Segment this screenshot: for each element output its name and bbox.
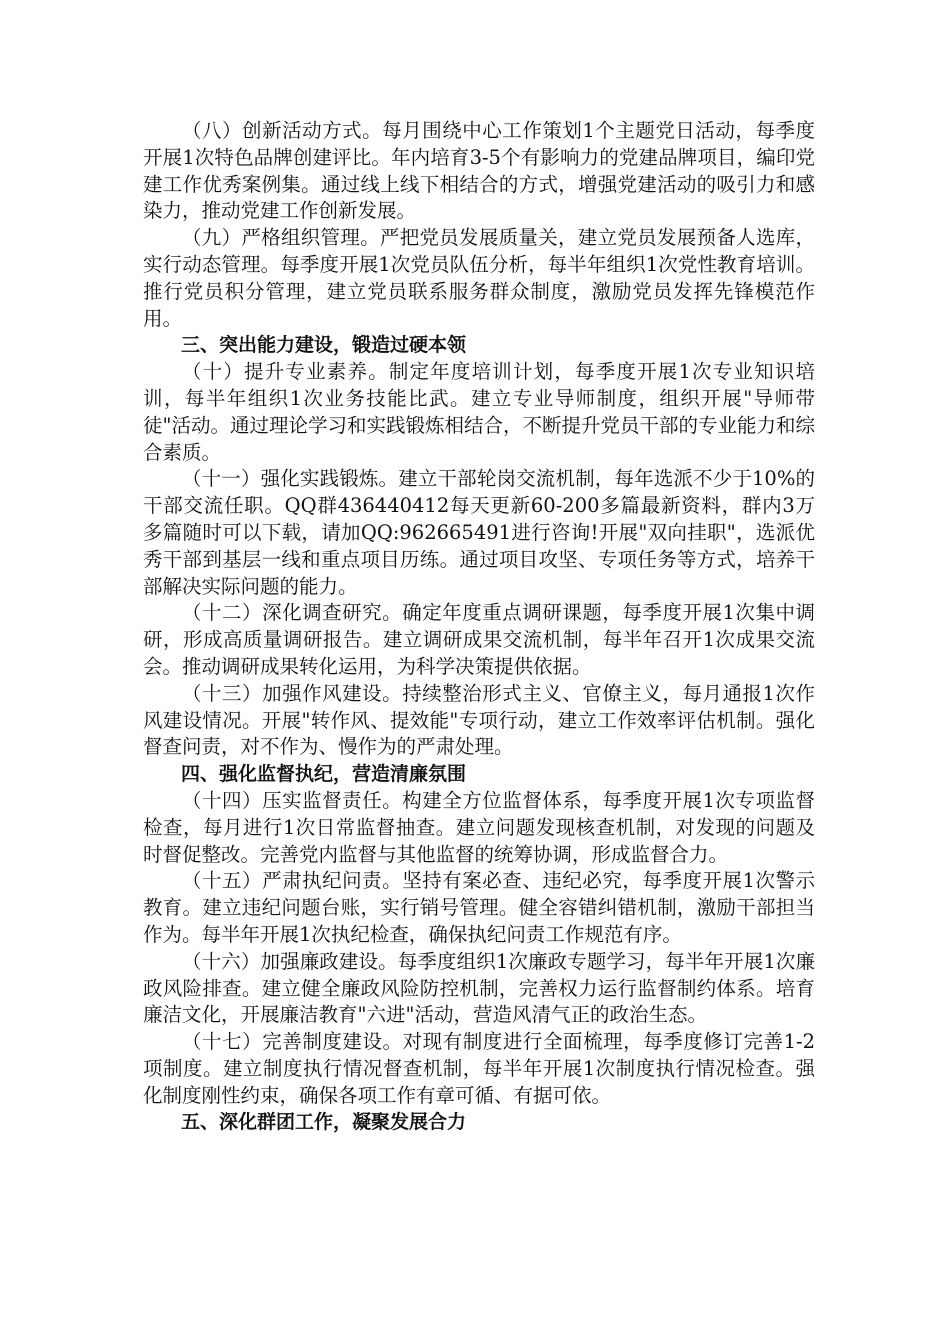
paragraph-10-professional-quality: （十）提升专业素养。制定年度培训计划，每季度开展1次专业知识培训，每半年组织1次业务技能比武。建立专业导师制度，组织开展"导师带徒"活动。通过理论学习和实践锻炼相结合，不断提升党员干部的专业能力和综合素质。 xyxy=(143,360,815,464)
paragraph-13-work-style: （十三）加强作风建设。持续整治形式主义、官僚主义，每月通报1次作风建设情况。开展"转作风、提效能"专项行动，建立工作效率评估机制。强化督查问责，对不作为、慢作为的严肃处理。 xyxy=(143,681,815,759)
section-heading-4: 四、强化监督执纪，营造清廉氛围 xyxy=(181,763,467,786)
paragraph-8-innovate-activities: （八）创新活动方式。每月围绕中心工作策划1个主题党日活动，每季度开展1次特色品牌创建评比。年内培育3-5个有影响力的党建品牌项目，编印党建工作优秀案例集。通过线上线下相结合的方式，增强党建活动的吸引力和感染力，推动党建工作创新发展。 xyxy=(143,119,815,223)
paragraph-9-organization-management: （九）严格组织管理。严把党员发展质量关，建立党员发展预备人选库，实行动态管理。每季度开展1次党员队伍分析，每半年组织1次党性教育培训。推行党员积分管理，建立党员联系服务群众制度，激励党员发挥先锋模范作用。 xyxy=(143,226,815,330)
paragraph-11-practice-training: （十一）强化实践锻炼。建立干部轮岗交流机制，每年选派不少于10%的干部交流任职。QQ群436440412每天更新60-200多篇最新资料，群内3万多篇随时可以下载，请加QQ:962665491进行咨询!开展"双向挂职"，选派优秀干部到基层一线和重点项目历练。通过项目攻坚、专项任务等方式，培养干部解决实际问题的能力。 xyxy=(143,467,815,598)
paragraph-16-integrity: （十六）加强廉政建设。每季度组织1次廉政专题学习，每半年开展1次廉政风险排查。建立健全廉政风险防控机制，完善权力运行监督制约体系。培育廉洁文化，开展廉洁教育"六进"活动，营造风清气正的政治生态。 xyxy=(143,949,815,1027)
document-page xyxy=(143,118,815,1136)
paragraph-14-supervision: （十四）压实监督责任。构建全方位监督体系，每季度开展1次专项监督检查，每月进行1次日常监督抽查。建立问题发现核查机制，对发现的问题及时督促整改。完善党内监督与其他监督的统筹协调，形成监督合力。 xyxy=(143,788,815,866)
section-heading-3: 三、突出能力建设，锻造过硬本领 xyxy=(181,334,467,357)
section-heading-5: 五、深化群团工作，凝聚发展合力 xyxy=(181,1111,467,1134)
paragraph-15-discipline: （十五）严肃执纪问责。坚持有案必查、违纪必究，每季度开展1次警示教育。建立违纪问题台账，实行销号管理。健全容错纠错机制，激励干部担当作为。每半年开展1次执纪检查，确保执纪问责工作规范有序。 xyxy=(143,869,815,946)
paragraph-17-institutions: （十七）完善制度建设。对现有制度进行全面梳理，每季度修订完善1-2项制度。建立制度执行情况督查机制，每半年开展1次制度执行情况检查。强化制度刚性约束，确保各项工作有章可循、有据可依。 xyxy=(143,1030,815,1107)
paragraph-12-research: （十二）深化调查研究。确定年度重点调研课题，每季度开展1次集中调研，形成高质量调研报告。建立调研成果交流机制，每半年召开1次成果交流会。推动调研成果转化运用，为科学决策提供依据。 xyxy=(143,601,815,678)
